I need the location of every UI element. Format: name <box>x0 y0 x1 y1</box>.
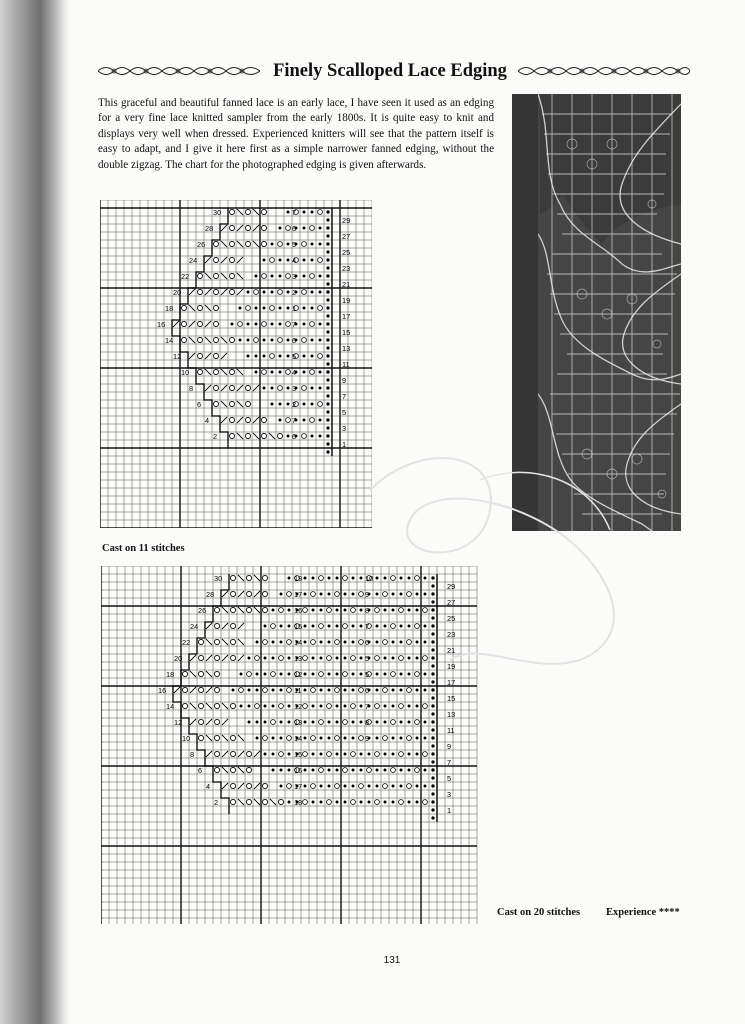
chart-caption-narrow: Cast on 11 stitches <box>102 543 185 554</box>
left-row-number: 24 <box>189 255 198 265</box>
right-ornament-icon <box>518 64 690 78</box>
inner-stitch-count: 4 <box>292 255 297 265</box>
right-row-number: 29 <box>342 215 351 225</box>
right-row-number: 23 <box>447 629 456 639</box>
inner-stitch-count: 6 <box>365 685 370 695</box>
right-row-number: 7 <box>342 391 347 401</box>
left-row-number: 30 <box>214 573 223 583</box>
left-row-number: 16 <box>158 685 167 695</box>
inner-stitch-count: 5 <box>292 239 297 249</box>
left-row-number: 24 <box>190 621 199 631</box>
inner-stitch-count: 6 <box>292 223 297 233</box>
right-row-number: 13 <box>342 343 351 353</box>
left-row-number: 8 <box>190 749 195 759</box>
experience-rating: Experience **** <box>606 907 680 918</box>
right-row-number: 17 <box>447 677 456 687</box>
inner-row-number: 12 <box>294 669 303 679</box>
knitting-chart-narrow <box>100 200 372 528</box>
page-number: 131 <box>383 955 401 966</box>
right-row-number: 13 <box>447 709 456 719</box>
right-row-number: 3 <box>342 423 347 433</box>
left-row-number: 28 <box>205 223 214 233</box>
left-row-number: 20 <box>174 653 183 663</box>
right-row-number: 5 <box>447 773 452 783</box>
inner-stitch-count: 8 <box>365 605 370 615</box>
right-row-number: 27 <box>342 231 351 241</box>
inner-row-number: 15 <box>294 621 303 631</box>
inner-stitch-count: 3 <box>292 271 297 281</box>
left-row-number: 12 <box>174 717 183 727</box>
inner-row-number: 12 <box>294 701 303 711</box>
inner-stitch-count: 5 <box>365 653 370 663</box>
right-row-number: 11 <box>447 725 455 735</box>
left-row-number: 30 <box>213 207 222 217</box>
inner-row-number: 14 <box>294 733 303 743</box>
left-row-number: 4 <box>206 781 211 791</box>
left-row-number: 20 <box>173 287 182 297</box>
inner-row-number: 13 <box>294 653 303 663</box>
inner-row-number: 13 <box>294 717 303 727</box>
lace-photo <box>512 94 681 531</box>
inner-row-number: 17 <box>294 781 303 791</box>
right-row-number: 21 <box>447 645 456 655</box>
left-row-number: 6 <box>197 399 202 409</box>
inner-stitch-count: 1 <box>292 303 297 313</box>
right-row-number: 21 <box>342 279 351 289</box>
inner-stitch-count: 6 <box>292 431 297 441</box>
inner-stitch-count: 3 <box>292 383 297 393</box>
right-row-number: 5 <box>342 407 347 417</box>
left-row-number: 4 <box>205 415 210 425</box>
inner-stitch-count: 9 <box>365 589 370 599</box>
right-row-number: 11 <box>342 359 350 369</box>
left-row-number: 18 <box>165 303 174 313</box>
book-spine-shadow <box>0 0 70 1024</box>
right-row-number: 3 <box>447 789 452 799</box>
inner-row-number: 18 <box>294 573 303 583</box>
right-row-number: 25 <box>342 247 351 257</box>
left-row-number: 10 <box>182 733 191 743</box>
left-row-number: 16 <box>157 319 166 329</box>
inner-stitch-count: 6 <box>365 637 370 647</box>
left-row-number: 18 <box>166 669 175 679</box>
page-title: Finely Scalloped Lace Edging <box>273 61 507 81</box>
inner-stitch-count: 4 <box>292 367 297 377</box>
inner-stitch-count: 2 <box>292 287 297 297</box>
left-row-number: 10 <box>181 367 190 377</box>
left-row-number: 12 <box>173 351 182 361</box>
right-row-number: 29 <box>447 581 456 591</box>
right-row-number: 15 <box>447 693 456 703</box>
inner-row-number: 16 <box>294 765 303 775</box>
left-row-number: 26 <box>197 239 206 249</box>
left-row-number: 14 <box>165 335 174 345</box>
left-ornament-icon <box>98 64 260 78</box>
right-row-number: 15 <box>342 327 351 337</box>
inner-stitch-count: 6 <box>292 335 297 345</box>
inner-stitch-count: 7 <box>292 319 297 329</box>
inner-row-number: 17 <box>294 589 303 599</box>
inner-row-number: 11 <box>294 685 302 695</box>
chart-caption-wide: Cast on 20 stitches <box>497 907 581 918</box>
title-row <box>98 58 690 86</box>
inner-stitch-count: 8 <box>365 717 370 727</box>
left-row-number: 22 <box>182 637 191 647</box>
right-row-number: 9 <box>447 741 452 751</box>
right-row-number: 27 <box>447 597 456 607</box>
inner-stitch-count: 7 <box>292 207 297 217</box>
inner-stitch-count: 7 <box>292 415 297 425</box>
right-row-number: 7 <box>447 757 452 767</box>
left-row-number: 22 <box>181 271 190 281</box>
left-row-number: 2 <box>213 431 218 441</box>
right-row-number: 17 <box>342 311 351 321</box>
inner-row-number: 15 <box>294 749 303 759</box>
right-row-number: 19 <box>342 295 351 305</box>
right-row-number: 1 <box>342 439 347 449</box>
inner-stitch-count: 9 <box>365 733 370 743</box>
intro-paragraph: This graceful and beautiful fanned lace is an early lace, I have seen it used as an edging for a very fine lace knitted sampler from the early 1800s. It is quite easy to knit and displays very well when dressed. Experienced knitters will see that the pattern itself is easy to adapt, and I give it here first as a simple narrower fanned edging, without the double zigzag. The chart for the photographed edging is given afterwards. <box>98 97 494 171</box>
left-row-number: 14 <box>166 701 175 711</box>
inner-row-number: 16 <box>294 605 303 615</box>
knitting-chart-wide <box>101 566 479 924</box>
left-row-number: 28 <box>206 589 215 599</box>
inner-row-number: 18 <box>294 797 303 807</box>
left-row-number: 2 <box>214 797 219 807</box>
inner-stitch-count: 2 <box>292 399 297 409</box>
left-row-number: 26 <box>198 605 207 615</box>
left-row-number: 8 <box>189 383 194 393</box>
right-row-number: 1 <box>447 805 452 815</box>
inner-stitch-count: 5 <box>365 669 370 679</box>
inner-stitch-count: 10 <box>365 573 374 583</box>
inner-stitch-count: 5 <box>292 351 297 361</box>
right-row-number: 19 <box>447 661 456 671</box>
inner-stitch-count: 7 <box>365 701 370 711</box>
inner-stitch-count: 7 <box>365 621 370 631</box>
left-row-number: 6 <box>198 765 203 775</box>
inner-row-number: 14 <box>294 637 303 647</box>
right-row-number: 9 <box>342 375 347 385</box>
right-row-number: 25 <box>447 613 456 623</box>
right-row-number: 23 <box>342 263 351 273</box>
